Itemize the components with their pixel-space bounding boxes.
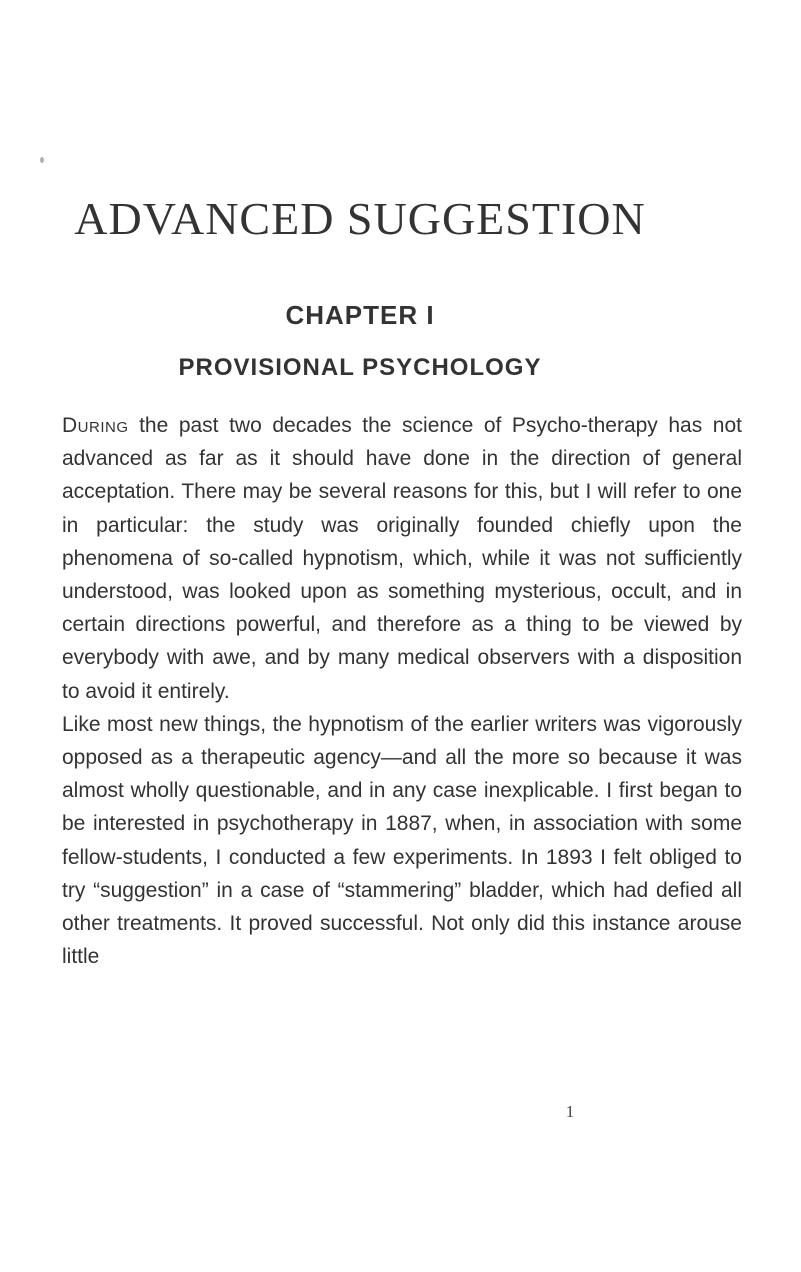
chapter-label: CHAPTER I bbox=[285, 300, 435, 330]
print-speck bbox=[40, 157, 44, 163]
paragraph-2: Like most new things, the hypnotism of the earlier writers was vigorously opposed as a therapeutic agency—and all the more so because it was almost wholly questionable, and in any case inexplicable. I first began to be interested in psychotherapy in 1887, when, in association with some fellow-students, I conducted a few experiments. In 1893 I felt obliged to try “suggestion” in a case of “stammering” bladder, which had defied all other treatments. It proved successful. Not only did this instance arouse little bbox=[62, 712, 742, 969]
paragraph-lead-word: During bbox=[62, 414, 129, 437]
paragraph-1-text: the past two decades the science of Psycho-therapy has not advanced as far as it should have done in the direction of general acceptation. There may be several reasons for this, but I will refer to one in particular: the study was originally founded chiefly upon the phenomena of so-called hypnotism, which, while it was not sufficiently understood, was looked upon as something mysterious, occult, and in certain directions powerful, and therefore as a thing to be viewed by everybody with awe, and by many medical observers with a disposition to avoid it entirely. bbox=[62, 414, 742, 703]
body-text bbox=[62, 409, 742, 973]
book-title: ADVANCED SUGGESTION bbox=[74, 193, 646, 244]
chapter-title: PROVISIONAL PSYCHOLOGY bbox=[178, 354, 542, 381]
page-number: 1 bbox=[565, 1102, 575, 1121]
paragraph-1 bbox=[62, 409, 742, 708]
